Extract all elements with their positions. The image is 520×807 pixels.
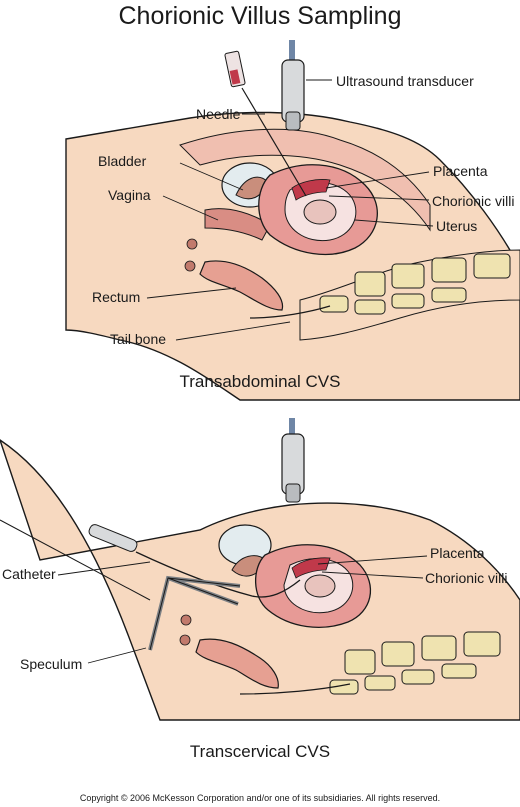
label-speculum: Speculum (20, 656, 83, 672)
label-bladder: Bladder (98, 153, 147, 169)
label-needle: Needle (196, 106, 241, 122)
caption-transabdominal: Transabdominal CVS (179, 372, 341, 391)
label-ultrasound-transducer: Ultrasound transducer (336, 73, 474, 89)
label-chorionic-villi: Chorionic villi (432, 193, 515, 209)
label-tail-bone: Tail bone (110, 331, 167, 347)
label-rectum: Rectum (92, 289, 141, 305)
label-vagina: Vagina (108, 187, 151, 203)
caption-transcervical: Transcervical CVS (189, 742, 331, 761)
figure-title: Chorionic Villus Sampling (118, 2, 402, 30)
label-chorionic-villi-lower: Chorionic villi (425, 570, 508, 586)
embryo (304, 200, 336, 224)
copyright-notice: Copyright © 2006 McKesson Corporation and/or one of its subsidiaries. All rights reserved. (79, 793, 441, 803)
label-uterus: Uterus (436, 218, 478, 234)
label-placenta-lower: Placenta (430, 545, 485, 561)
embryo-lower (305, 575, 335, 597)
label-placenta: Placenta (433, 163, 488, 179)
label-catheter: Catheter (2, 566, 56, 582)
